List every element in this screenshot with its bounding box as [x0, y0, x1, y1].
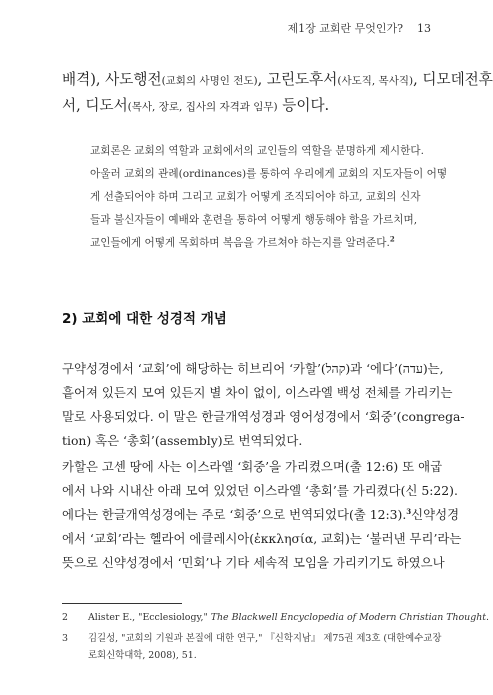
- footnote-number: 2: [62, 612, 68, 623]
- quote-line: 들과 불신자들이 예배와 훈련을 통하여 어떻게 행동해야 함을 가르치며,: [90, 214, 418, 226]
- body-line: [62, 505, 459, 523]
- quote-text: 교인들에게 어떻게 목회하며 복음을 가르쳐야 하는지를 알려준다.: [90, 237, 390, 249]
- footnote-text: .: [486, 612, 490, 623]
- body-line: 뜻으로 신약성경에서 ‘민회’나 기타 세속적 모임을 가리키기도 하였으나: [62, 555, 445, 570]
- chapter-title: 제1장 교회란 무엇인가?: [287, 22, 403, 35]
- section-heading: 2) 교회에 대한 성경적 개념: [62, 311, 227, 327]
- text-run-small: (사도직, 목사직): [337, 75, 414, 87]
- text-run: , 고린도후서: [257, 71, 338, 88]
- body-text-run: 에다는 한글개역성경에는 주로 ‘회중’으로 번역되었다(출 12:3).: [62, 507, 407, 522]
- quote-line: [90, 235, 395, 250]
- page-number: 13: [417, 22, 431, 35]
- footnote-divider: [62, 603, 182, 604]
- footnote-text: Alister E., "Ecclesiology,": [88, 612, 211, 623]
- text-run: 등이다.: [277, 97, 330, 114]
- body-line: tion) 혹은 ‘총회’(assembly)로 번역되었다.: [62, 433, 303, 448]
- quote-line: 교회론은 교회의 역할과 교회에서의 교인들의 역할을 분명하게 제시한다.: [90, 145, 424, 157]
- footnote-text: 김길성, "교회의 기원과 본질에 대한 연구," 『신학지남』 제75권 제3호 (대한예수교장: [88, 633, 442, 644]
- footnote-ref[interactable]: 3: [406, 506, 412, 516]
- text-run: 배격), 사도행전: [62, 71, 162, 88]
- quote-line: 아울러 교회의 관례(ordinances)를 통하여 우리에게 교회의 지도자들이 어떻: [90, 168, 448, 180]
- body-line: 흩어져 있든지 모여 있든지 별 차이 없이, 이스라엘 백성 전체를 가리키는: [62, 385, 453, 400]
- footnote-ref[interactable]: 2: [389, 234, 395, 244]
- text-run: , 디모데전후: [413, 71, 493, 88]
- text-run-small: (목사, 장로, 집사의 자격과 임무): [127, 101, 278, 113]
- footnote: [62, 612, 489, 623]
- body-line: 에서 ‘교회’라는 헬라어 에클레시아(ἐκκλησία, 교회)는 ‘불러낸 무리’라는: [62, 531, 462, 546]
- body-line: 카할은 고센 땅에 사는 이스라엘 ‘회중’을 가리켰으며(출 12:6) 또 애굽: [62, 459, 443, 474]
- text-run: 서, 디도서: [62, 97, 128, 114]
- body-line: 말로 사용되었다. 이 말은 한글개역성경과 영어성경에서 ‘회중’(congrega-: [62, 409, 465, 424]
- body-text-run: 신약성경: [411, 507, 460, 522]
- body-line: 에서 나와 시내산 아래 모여 있었던 이스라엘 ‘총회’를 가리켰다(신 5:22).: [62, 483, 458, 498]
- footnote: [62, 630, 441, 644]
- quote-line: 게 선출되어야 하며 그리고 교회가 어떻게 조직되어야 하고, 교회의 신자: [90, 191, 421, 203]
- body-line: 구약성경에서 ‘교회’에 해당하는 히브리어 ‘카할’(קהל)과 ‘에다’(עדה)는,: [62, 361, 444, 376]
- footnote-title: The Blackwell Encyclopedia of Modern Christian Thought: [210, 612, 487, 623]
- footnote-number: 3: [62, 633, 68, 644]
- running-header: [0, 20, 431, 36]
- paragraph-line: [62, 94, 329, 115]
- paragraph-line: [62, 68, 493, 89]
- footnote-continuation: 로회신학대학, 2008), 51.: [88, 650, 197, 661]
- text-run-small: (교회의 사명인 전도): [161, 75, 258, 87]
